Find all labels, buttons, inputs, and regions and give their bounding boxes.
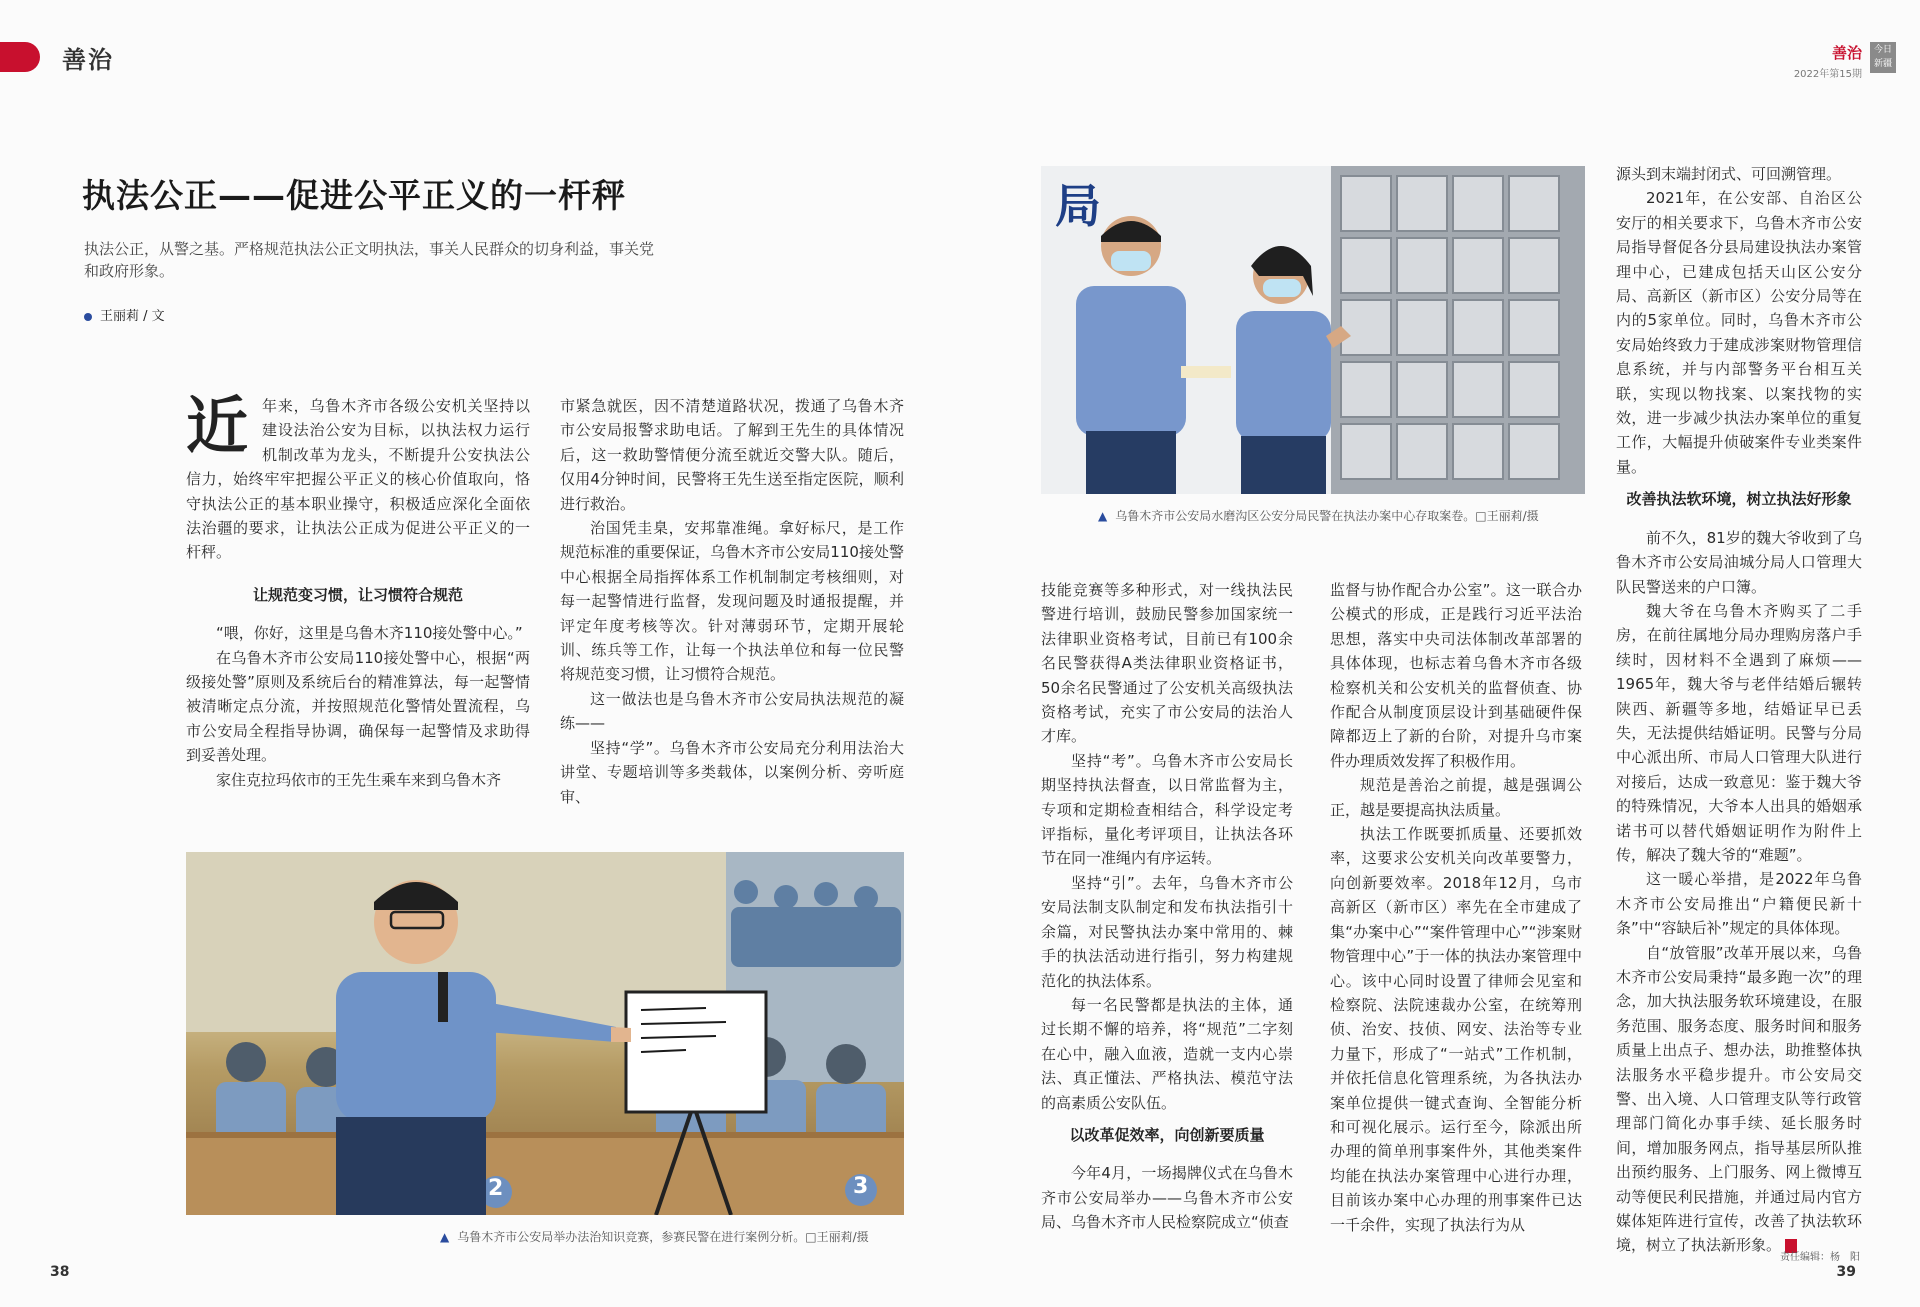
section-heading: 让规范变习惯，让习惯符合规范 <box>252 585 463 604</box>
paragraph: 这一做法也是乌鲁木齐市公安局执法规范的凝练—— <box>560 689 904 733</box>
caption-triangle-icon: ▲ <box>440 1230 450 1244</box>
paragraph: 坚持“学”。乌鲁木齐市公安局充分利用法治大讲堂、专题培训等多类载体，以案例分析、旁听庭审、 <box>560 738 904 806</box>
section-heading: 改善执法软环境，树立执法好形象 <box>1626 490 1852 509</box>
text-column-3 <box>1041 578 1293 1235</box>
text-column-4 <box>1330 578 1582 1237</box>
photo-caption: ▲ 乌鲁木齐市公安局举办法治知识竞赛，参赛民警在进行案例分析。□王丽莉/摄 <box>440 1230 869 1244</box>
header-right <box>1794 42 1862 80</box>
paragraph: 家住克拉玛依市的王先生乘车来到乌鲁木齐 <box>216 770 502 789</box>
paragraph: 市紧急就医，因不清楚道路状况，拨通了乌鲁木齐市公安局报警求助电话。了解到王先生的具体情况后，这一救助警情便分流至就近交警大队。随后，仅用4分钟时间，民警将王先生送至指定医院，顺利进行救治。 <box>560 397 904 513</box>
drop-cap: 近 <box>186 389 249 462</box>
contestant-number: 2 <box>488 1176 504 1201</box>
paragraph: 这一暖心举措，是2022年乌鲁木齐市公安局推出“户籍便民新十条”中“容缺后补”规定的具体体现。 <box>1616 870 1862 938</box>
article-title: 执法公正——促进公平正义的一杆秤 <box>82 176 626 215</box>
section-label-right: 善治 <box>1831 44 1862 62</box>
author-line <box>84 305 165 324</box>
editor-credit: 责任编辑：杨 阳 <box>1780 1252 1860 1263</box>
page-number-right: 39 <box>1836 1264 1856 1280</box>
author-bullet-icon <box>84 313 92 321</box>
section-tab-marker <box>0 42 40 72</box>
paragraph: 在乌鲁木齐市公安局110接处警中心，根据“两级接处警”原则及系统后台的精准算法，每一起警情被清晰定点分流，并按照规范化警情处置流程，乌市公安局全程指导协调，确保每一起警情及求助得到妥善处理。 <box>186 648 530 765</box>
caption-triangle-icon: ▲ <box>1098 509 1108 523</box>
text-column-1 <box>186 389 530 792</box>
building-sign-character: 局 <box>1055 179 1101 233</box>
paragraph: 治国凭圭臬，安邦靠准绳。拿好标尺，是工作规范标准的重要保证，乌鲁木齐市公安局110接处警中心根据全局指挥体系工作机制制定考核细则，对每一起警情进行监督，发现问题及时通报提醒，并评定年度考核等次。针对薄弱环节，定期开展轮训、练兵等工作，让每一个执法单位和每一位民警将规范变习惯，让习惯符合规范。 <box>560 519 904 684</box>
paragraph: 技能竞赛等多种形式，对一线执法民警进行培训，鼓励民警参加国家统一法律职业资格考试，目前已有100余名民警获得A类法律职业资格证书，50余名民警通过了公安机关高级执法资格考试，充实了市公安局的法治人才库。 <box>1041 581 1293 746</box>
article-intro: 执法公正，从警之基。严格规范执法公正文明执法，事关人民群众的切身利益，事关党和政府形象。 <box>84 240 655 280</box>
paragraph: 前不久，81岁的魏大爷收到了乌鲁木齐市公安局油城分局人口管理大队民警送来的户口簿。 <box>1616 528 1862 596</box>
paragraph: 自“放管服”改革开展以来，乌鲁木齐市公安局秉持“最多跑一次”的理念，加大执法服务软环境建设，在服务范围、服务态度、服务时间和服务质量上出点子、想办法，助推整体执法服务水平稳步提升。市公安局交警、出入境、人口管理支队等行政管理部门简化办事手续、延长服务时间，增加服务网点，指导基层所队推出预约服务、上门服务、网上微博互动等便民利民措施，并通过局内官方媒体矩阵进行宣传，改善了执法软环境，树立了执法新形象。 <box>1616 943 1862 1255</box>
paragraph: 监督与协作配合办公室”。这一联合办公模式的形成，正是践行习近平法治思想，落实中央司法体制改革部署的具体体现，也标志着乌鲁木齐市各级检察机关和公安机关的监督侦查、协作配合从制度顶层设计到基础硬件保障都迈上了新的台阶，对提升乌市案件办理质效发挥了积极作用。 <box>1330 581 1582 770</box>
paragraph: 源头到末端封闭式、可回溯管理。 <box>1616 165 1842 183</box>
archive-photo-art <box>1041 166 1585 494</box>
photo-caption: ▲ 乌鲁木齐市公安局水磨沟区公安分局民警在执法办案中心存取案卷。□王丽莉/摄 <box>1098 509 1539 523</box>
contest-photo <box>186 852 904 1215</box>
paragraph: 近年来，乌鲁木齐市各级公安机关坚持以建设法治公安为目标，以执法权力运行机制改革为龙头，不断提升公安执法公信力，始终牢牢把握公平正义的核心价值取向，恪守执法公正的基本职业操守，积极适应深化全面依法治疆的要求，让执法公正成为促进公平正义的一杆秤。 <box>186 389 530 562</box>
page-number-left: 38 <box>50 1264 70 1280</box>
paragraph: 今年4月，一场揭牌仪式在乌鲁木齐市公安局举办——乌鲁木齐市公安局、乌鲁木齐市人民检察院成立“侦查 <box>1041 1164 1293 1232</box>
magazine-logo: 今日 新疆 <box>1870 42 1896 73</box>
paragraph: 坚持“考”。乌鲁木齐市公安局长期坚持执法督查，以日常监督为主，专项和定期检查相结合，科学设定考评指标，量化考评项目，让执法各环节在同一准绳内有序运转。 <box>1041 751 1293 868</box>
paragraph: 坚持“引”。去年，乌鲁木齐市公安局法制支队制定和发布执法指引十余篇，对民警执法办案中常用的、棘手的执法活动进行指引，努力构建规范化的执法体系。 <box>1041 873 1293 990</box>
text-column-5 <box>1616 162 1862 1258</box>
contestant-number: 3 <box>853 1174 869 1199</box>
author-name: 王丽莉 / 文 <box>100 309 165 324</box>
section-heading: 以改革促效率，向创新要质量 <box>1069 1125 1265 1144</box>
section-label: 善治 <box>62 45 114 74</box>
paragraph: 执法工作既要抓质量、还要抓效率，这要求公安机关向改革要警力，向创新要效率。2018年12月，乌市高新区（新市区）率先在全市建成了集“办案中心”“案件管理中心”“涉案财物管理中心”于一体的执法办案管理中心。该中心同时设置了律师会见室和检察院、法院速裁办公室，在统筹刑侦、治安、技侦、网安、法治等专业力量下，形成了“一站式”工作机制，并依托信息化管理系统，为各执法办案单位提供一键式查询、全智能分析和可视化展示。运行至今，除派出所办理的简单刑事案件外，其他类案件均能在执法办案管理中心进行办理，目前该办案中心办理的刑事案件已达一千余件，实现了执法行为从 <box>1330 825 1582 1234</box>
paragraph: 每一名民警都是执法的主体，通过长期不懈的培养，将“规范”二字刻在心中，融入血液，造就一支内心崇法、真正懂法、严格执法、模范守法的高素质公安队伍。 <box>1041 995 1293 1112</box>
paragraph: 规范是善治之前提，越是强调公正，越是要提高执法质量。 <box>1330 776 1582 819</box>
paragraph: “喂，你好，这里是乌鲁木齐110接处警中心。” <box>216 624 523 643</box>
paragraph: 2021年，在公安部、自治区公安厅的相关要求下，乌鲁木齐市公安局指导督促各分县局建设执法办案管理中心，已建成包括天山区公安分局、高新区（新市区）公安分局等在内的5家单位。同时，乌鲁木齐市公安局始终致力于建成涉案财物管理信息系统，并与内部警务平台相互关联，实现以物找案、以案找物的实效，进一步减少执法办案单位的重复工作，大幅提升侦破案件专业类案件量。 <box>1616 189 1862 476</box>
contest-photo-art <box>186 852 904 1215</box>
issue-label: 2022年第15期 <box>1793 69 1862 80</box>
paragraph: 魏大爷在乌鲁木齐购买了二手房，在前往属地分局办理购房落户手续时，因材料不全遇到了麻烦——1965年，魏大爷与老伴结婚后辗转陕西、新疆等多地，结婚证早已丢失，无法提供结婚证明。民警与分局中心派出所、市局人口管理大队进行对接后，达成一致意见：鉴于魏大爷的特殊情况，大爷本人出具的婚姻承诺书可以替代婚姻证明作为附件上传，解决了魏大爷的“难题”。 <box>1616 601 1862 864</box>
archive-photo <box>1041 166 1585 494</box>
text-column-2 <box>560 394 904 809</box>
